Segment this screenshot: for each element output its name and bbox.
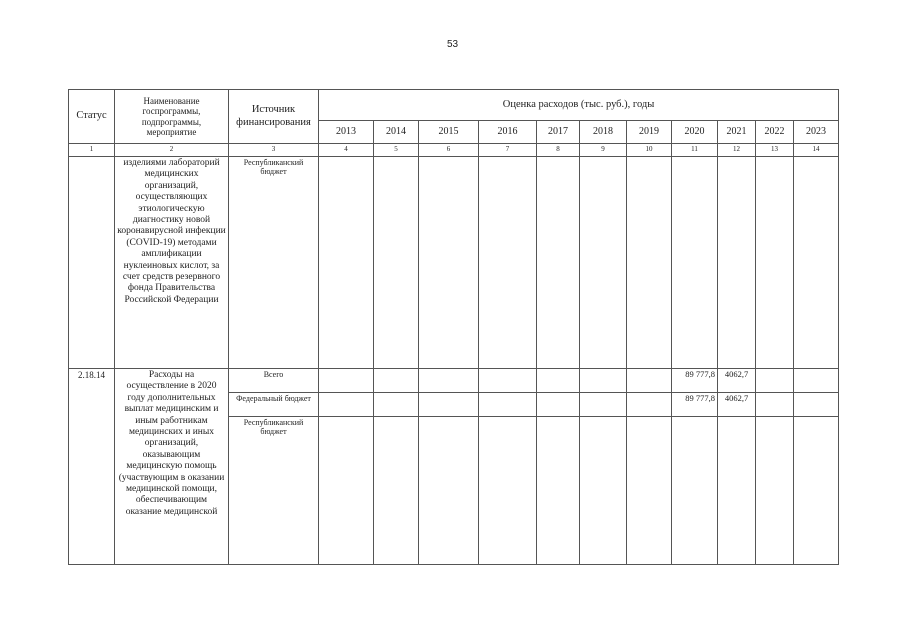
year-2021: 2021: [718, 121, 756, 144]
value-cell: [537, 369, 580, 393]
year-2019: 2019: [627, 121, 672, 144]
value-cell: [794, 417, 839, 565]
col-number: 13: [756, 144, 794, 157]
row-source: Республиканский бюджет: [229, 417, 319, 565]
value-cell: 4062,7: [718, 393, 756, 417]
year-2018: 2018: [580, 121, 627, 144]
year-2015: 2015: [419, 121, 479, 144]
value-cell: [756, 157, 794, 369]
value-cell: [672, 157, 718, 369]
value-cell: [419, 417, 479, 565]
col-number: 3: [229, 144, 319, 157]
col-number: 4: [319, 144, 374, 157]
year-2013: 2013: [319, 121, 374, 144]
year-2023: 2023: [794, 121, 839, 144]
year-2014: 2014: [374, 121, 419, 144]
value-cell: [580, 157, 627, 369]
page-number: 53: [446, 39, 459, 50]
col-number: 11: [672, 144, 718, 157]
value-cell: [419, 369, 479, 393]
value-cell: [627, 157, 672, 369]
value-cell: [756, 417, 794, 565]
year-2017: 2017: [537, 121, 580, 144]
value-cell: [580, 417, 627, 565]
col-number: 12: [718, 144, 756, 157]
column-number-row: [69, 144, 839, 157]
row-name: Расходы на осуществление в 2020 году дополнительных выплат медицинским и иным работникам медицинских и иных организаций, оказывающим медицинскую помощь (участвующим в оказании медицинской помощи, обеспечивающим оказание медицинской: [115, 369, 229, 565]
col-number: 2: [115, 144, 229, 157]
value-cell: [537, 157, 580, 369]
table-row: [69, 157, 839, 369]
year-2022: 2022: [756, 121, 794, 144]
row-source: Федеральный бюджет: [229, 393, 319, 417]
value-cell: [627, 393, 672, 417]
value-cell: [627, 417, 672, 565]
col-number: 9: [580, 144, 627, 157]
value-cell: [319, 393, 374, 417]
header-estimate: Оценка расходов (тыс. руб.), годы: [319, 90, 839, 121]
value-cell: [672, 417, 718, 565]
value-cell: [419, 393, 479, 417]
value-cell: [479, 417, 537, 565]
row-name: изделиями лабораторий медицинских организаций, осуществляющих этиологическую диагностику новой коронавирусной инфекции (COVID-19) методами амплификации нуклеиновых кислот, за счет средств резервного фонда Правительства Российской Федерации: [115, 157, 229, 369]
header-status: Статус: [69, 90, 115, 144]
value-cell: [479, 369, 537, 393]
value-cell: [374, 157, 419, 369]
col-number: 8: [537, 144, 580, 157]
value-cell: [718, 157, 756, 369]
col-number: 1: [69, 144, 115, 157]
col-number: 6: [419, 144, 479, 157]
col-number: 7: [479, 144, 537, 157]
value-cell: [479, 157, 537, 369]
value-cell: [627, 369, 672, 393]
value-cell: [580, 369, 627, 393]
row-source: Всего: [229, 369, 319, 393]
value-cell: [580, 393, 627, 417]
year-2016: 2016: [479, 121, 537, 144]
value-cell: [537, 417, 580, 565]
value-cell: [419, 157, 479, 369]
value-cell: [794, 369, 839, 393]
value-cell: [374, 393, 419, 417]
budget-table: [68, 89, 839, 565]
row-status: 2.18.14: [69, 369, 115, 565]
value-cell: [756, 369, 794, 393]
header-row-1: [69, 90, 839, 121]
row-source: Республиканский бюджет: [229, 157, 319, 369]
value-cell: [537, 393, 580, 417]
value-cell: 89 777,8: [672, 369, 718, 393]
value-cell: [319, 417, 374, 565]
row-status: [69, 157, 115, 369]
value-cell: [794, 157, 839, 369]
value-cell: [718, 417, 756, 565]
value-cell: [374, 369, 419, 393]
value-cell: [374, 417, 419, 565]
value-cell: 4062,7: [718, 369, 756, 393]
table-row: [69, 369, 839, 393]
value-cell: [479, 393, 537, 417]
header-name: Наименование госпрограммы, подпрограммы, мероприятие: [115, 90, 229, 144]
header-source: Источник финансирования: [229, 90, 319, 144]
col-number: 5: [374, 144, 419, 157]
year-2020: 2020: [672, 121, 718, 144]
col-number: 10: [627, 144, 672, 157]
value-cell: [756, 393, 794, 417]
value-cell: [794, 393, 839, 417]
value-cell: [319, 369, 374, 393]
value-cell: 89 777,8: [672, 393, 718, 417]
col-number: 14: [794, 144, 839, 157]
value-cell: [319, 157, 374, 369]
